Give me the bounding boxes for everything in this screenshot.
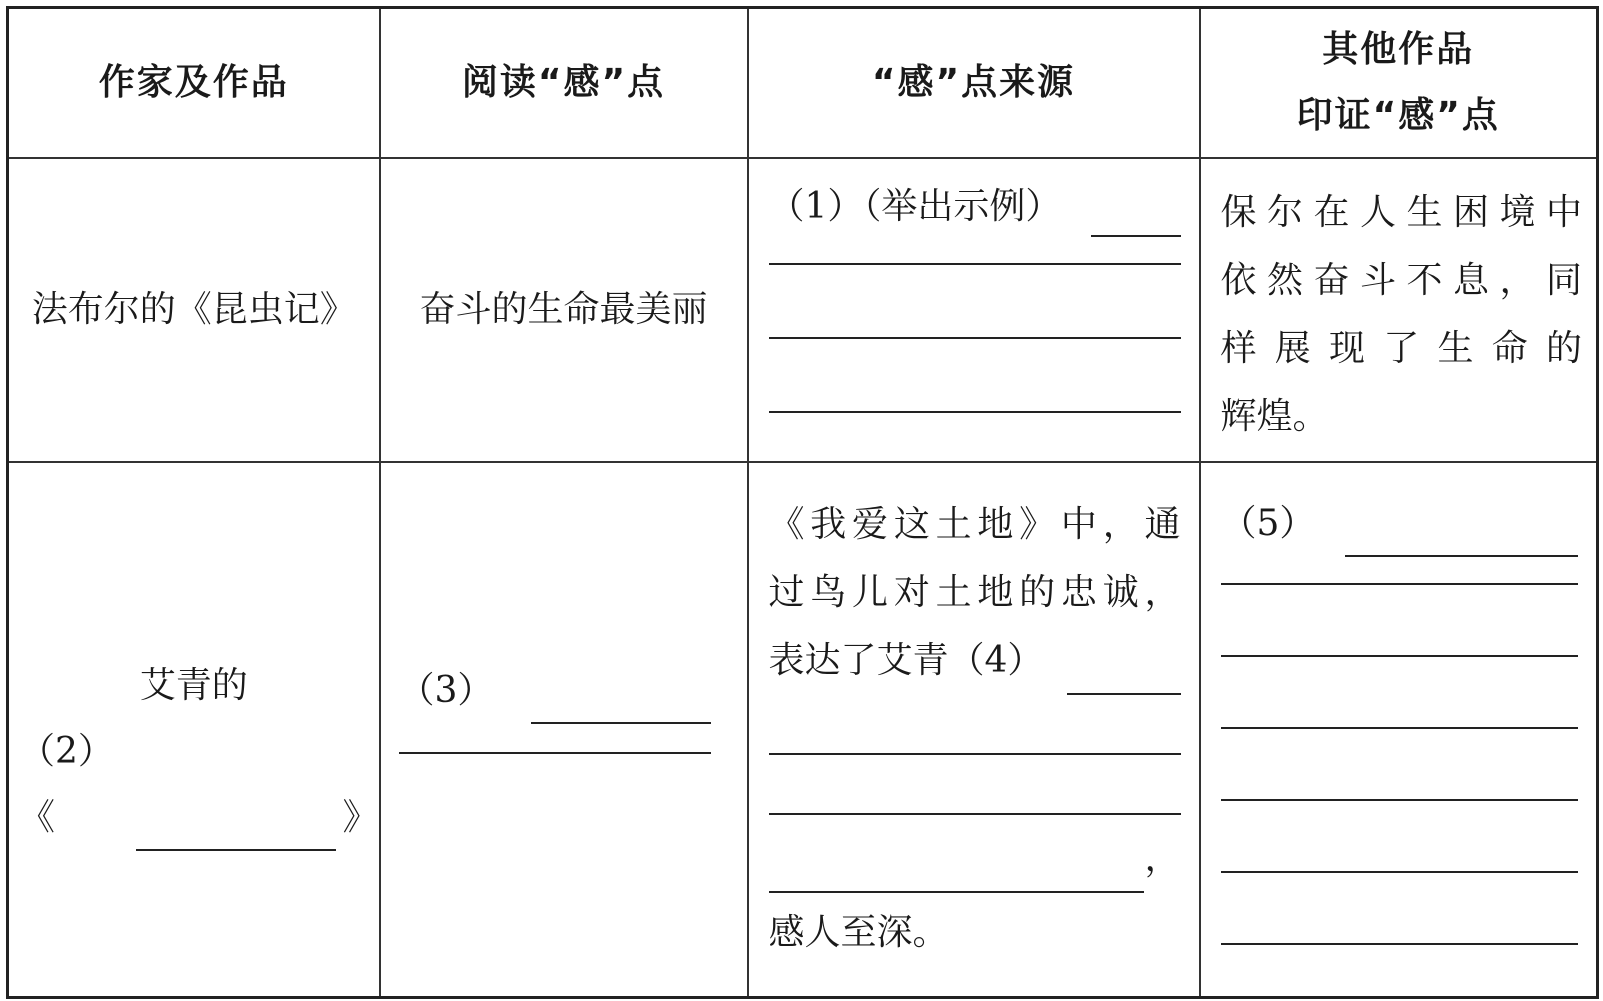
answer-line[interactable] bbox=[1221, 655, 1579, 657]
row2-source-prompt: 表达了艾青（4） bbox=[768, 639, 1044, 681]
answer-blank-2[interactable] bbox=[136, 809, 337, 851]
answer-line[interactable] bbox=[399, 752, 711, 754]
row1-evidence-line: 辉煌。 bbox=[1220, 395, 1329, 437]
row2-source-line: 过鸟儿对土地的忠诚， bbox=[768, 571, 1181, 613]
answer-line[interactable] bbox=[769, 337, 1181, 339]
row2-source-line: 《我爱这土地》中，通 bbox=[768, 503, 1181, 545]
table-row bbox=[8, 158, 1598, 462]
row2-source-cell bbox=[748, 462, 1200, 998]
row1-evidence-cell bbox=[1200, 158, 1598, 462]
table-header-row bbox=[8, 8, 1598, 158]
row1-evidence-line: 依然奋斗不息，同 bbox=[1220, 259, 1582, 301]
reading-table bbox=[6, 6, 1599, 999]
row1-source-prompt: （1）（举出示例） bbox=[768, 185, 1062, 227]
header-author-label: 作家及作品 bbox=[98, 61, 289, 103]
answer-blank-4[interactable] bbox=[1067, 653, 1180, 695]
answer-line[interactable] bbox=[769, 813, 1181, 815]
row2-work-cell bbox=[8, 462, 380, 998]
answer-blank-5[interactable] bbox=[1345, 515, 1578, 557]
row1-evidence-line: 保尔在人生困境中 bbox=[1220, 191, 1582, 233]
row1-point-cell bbox=[380, 158, 748, 462]
answer-line[interactable] bbox=[1221, 727, 1579, 729]
row2-work-prefix: （2）《 bbox=[19, 730, 114, 838]
row2-evidence-prompt: （5） bbox=[1220, 502, 1316, 544]
answer-line[interactable] bbox=[769, 263, 1181, 265]
row1-work: 法布尔的《昆虫记》 bbox=[31, 288, 356, 330]
row1-work-cell bbox=[8, 158, 380, 462]
header-source-label: “感”点来源 bbox=[871, 61, 1076, 103]
header-evidence-label-2: 印证“感”点 bbox=[1296, 94, 1500, 136]
row1-source-cell bbox=[748, 158, 1200, 462]
row2-evidence-cell bbox=[1200, 462, 1598, 998]
answer-line[interactable] bbox=[769, 841, 1145, 893]
answer-line[interactable] bbox=[769, 753, 1181, 755]
answer-line[interactable] bbox=[1221, 943, 1579, 945]
header-cell-author bbox=[8, 8, 380, 158]
header-evidence-label-1: 其他作品 bbox=[1322, 28, 1475, 70]
row2-source-comma: ， bbox=[1144, 837, 1181, 879]
row1-evidence-line: 样展现了生命的 bbox=[1220, 327, 1582, 369]
row2-point-cell bbox=[380, 462, 748, 998]
header-cell-evidence bbox=[1200, 8, 1598, 158]
row2-work-suffix: 》 bbox=[342, 796, 379, 838]
row2-work-line1: 艾青的 bbox=[139, 664, 248, 706]
row1-point: 奋斗的生命最美丽 bbox=[419, 288, 708, 330]
row2-source-end: 感人至深。 bbox=[768, 911, 949, 953]
header-cell-point bbox=[380, 8, 748, 158]
answer-blank-3[interactable] bbox=[531, 682, 710, 724]
answer-line[interactable] bbox=[1221, 871, 1579, 873]
answer-blank-1[interactable] bbox=[1091, 195, 1180, 237]
answer-line[interactable] bbox=[1221, 583, 1579, 585]
worksheet bbox=[6, 6, 1596, 996]
answer-line[interactable] bbox=[1221, 799, 1579, 801]
table-row bbox=[8, 462, 1598, 998]
header-cell-source bbox=[748, 8, 1200, 158]
answer-line[interactable] bbox=[769, 411, 1181, 413]
header-point-label: 阅读“感”点 bbox=[461, 61, 666, 103]
row2-point-prompt: （3） bbox=[398, 669, 494, 711]
